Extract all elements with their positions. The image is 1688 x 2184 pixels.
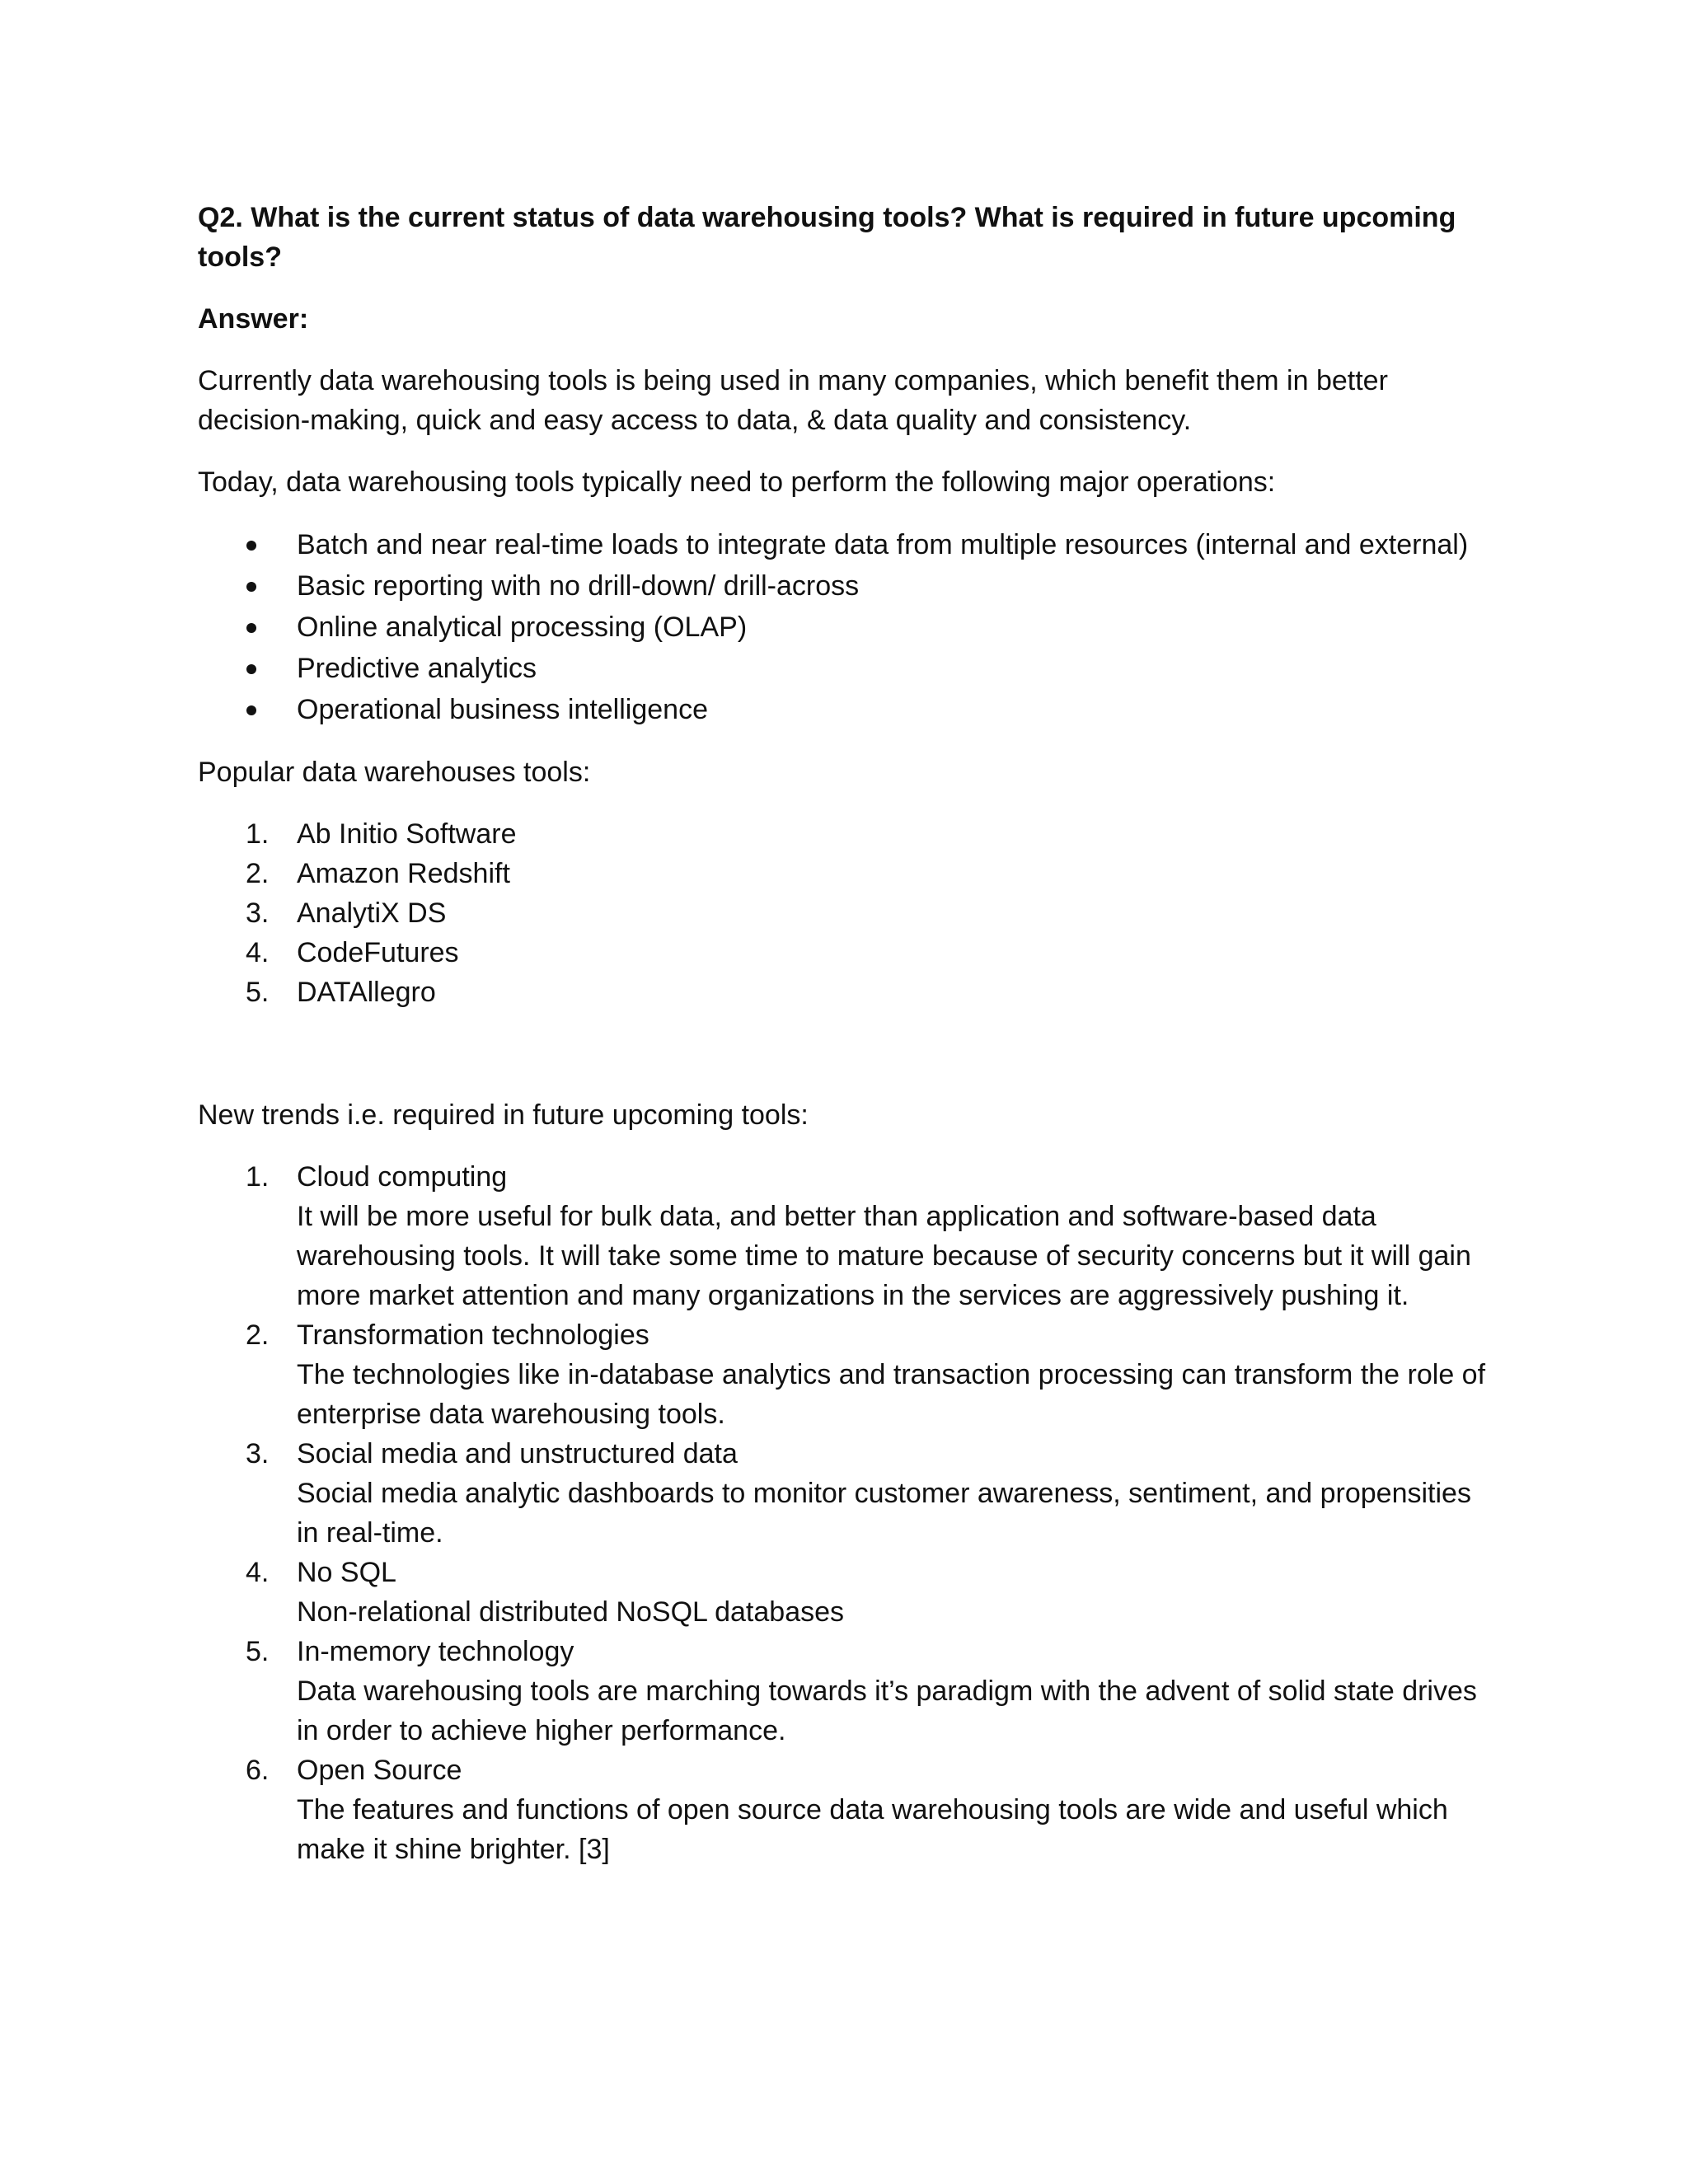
trend-description: Social media analytic dashboards to monitor customer awareness, sentiment, and propensities in real-time. — [297, 1478, 1471, 1549]
list-item — [198, 1434, 1500, 1553]
trend-title: Social media and unstructured data — [297, 1438, 738, 1469]
list-item-text: CodeFutures — [297, 937, 459, 968]
list-item — [198, 1632, 1500, 1750]
list-number: 3. — [246, 1438, 270, 1469]
bullet-icon — [246, 623, 256, 633]
list-item — [198, 565, 1500, 607]
trend-description: Data warehousing tools are marching towards it’s paradigm with the advent of solid state drives in order to achieve higher performance. — [297, 1675, 1477, 1746]
list-number: 5. — [246, 1636, 270, 1667]
list-item — [198, 972, 1500, 1012]
question-heading: Q2. What is the current status of data warehousing tools? What is required in future upcoming tools? — [198, 202, 1456, 273]
trend-description: The technologies like in-database analytics and transaction processing can transform the role of enterprise data warehousing tools. — [297, 1359, 1486, 1430]
list-number: 1. — [246, 818, 270, 850]
list-item-text: Batch and near real-time loads to integrate data from multiple resources (internal and external) — [297, 529, 1469, 560]
trend-title: Transformation technologies — [297, 1319, 649, 1351]
list-number: 2. — [246, 1319, 270, 1351]
list-item — [198, 1315, 1500, 1434]
list-item-text: DATAllegro — [297, 977, 436, 1008]
trend-title: Open Source — [297, 1755, 462, 1786]
list-number: 5. — [246, 977, 270, 1008]
list-item — [198, 524, 1500, 565]
list-item — [198, 1553, 1500, 1632]
bullet-icon — [246, 541, 256, 551]
trend-title: No SQL — [297, 1557, 396, 1588]
list-item-text: Amazon Redshift — [297, 858, 510, 889]
document-page — [198, 198, 1500, 1891]
list-number: 3. — [246, 898, 270, 929]
list-item — [198, 1157, 1500, 1315]
list-item-text: AnalytiX DS — [297, 898, 447, 929]
bullet-icon — [246, 664, 256, 674]
list-item — [198, 933, 1500, 972]
list-item-text: Ab Initio Software — [297, 818, 517, 850]
blank-line — [198, 1034, 1500, 1095]
list-item — [198, 814, 1500, 854]
list-number: 1. — [246, 1161, 270, 1193]
list-item — [198, 1750, 1500, 1869]
list-item — [198, 607, 1500, 648]
trend-title: In-memory technology — [297, 1636, 574, 1667]
trend-description: It will be more useful for bulk data, and better than application and software-based data warehousing tools. It will take some time to mature because of security concerns but it will gain more market attention and many organizations in the services are aggressively pushing it. — [297, 1201, 1471, 1311]
list-item-text: Operational business intelligence — [297, 694, 708, 725]
trend-description: Non-relational distributed NoSQL databases — [297, 1596, 845, 1628]
list-item — [198, 689, 1500, 730]
list-item-text: Predictive analytics — [297, 653, 537, 684]
trend-description: The features and functions of open source data warehousing tools are wide and useful which make it shine brighter. [3] — [297, 1794, 1448, 1865]
bullet-icon — [246, 705, 256, 715]
list-number: 6. — [246, 1755, 270, 1786]
list-number: 2. — [246, 858, 270, 889]
list-item-text: Online analytical processing (OLAP) — [297, 612, 748, 643]
tools-list — [198, 814, 1500, 1012]
list-item — [198, 893, 1500, 933]
list-item — [198, 854, 1500, 893]
bullet-icon — [246, 582, 256, 592]
list-number: 4. — [246, 937, 270, 968]
list-item — [198, 648, 1500, 689]
operations-list — [198, 524, 1500, 730]
trend-title: Cloud computing — [297, 1161, 508, 1193]
operations-intro: Today, data warehousing tools typically need to perform the following major operations: — [198, 466, 1276, 498]
list-number: 4. — [246, 1557, 270, 1588]
list-item-text: Basic reporting with no drill-down/ drill-across — [297, 570, 860, 602]
trends-list — [198, 1157, 1500, 1869]
answer-label: Answer: — [198, 303, 309, 335]
intro-paragraph: Currently data warehousing tools is being used in many companies, which benefit them in better decision-making, quick and easy access to data, & data quality and consistency. — [198, 365, 1388, 436]
tools-intro: Popular data warehouses tools: — [198, 757, 591, 788]
trends-intro: New trends i.e. required in future upcoming tools: — [198, 1099, 809, 1131]
